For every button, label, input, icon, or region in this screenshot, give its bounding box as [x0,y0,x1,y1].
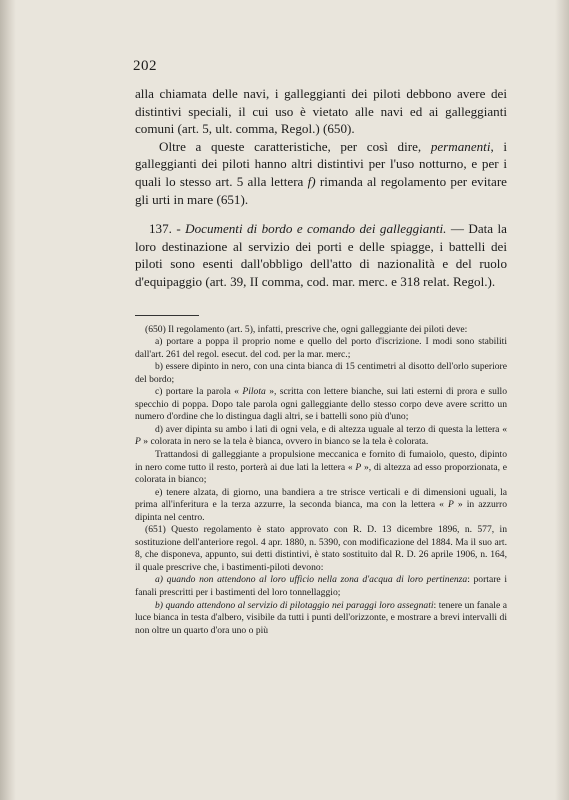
main-text [135,85,507,291]
section-text: — Data la loro destinazione al servizio dei porti e delle spiagge, i battelli dei piloti sono esenti dall'obbligo dell'atto di nazionalità e del ruolo d'equipaggio (art. 39, II comma, cod. mar. merc. e 318 relat. Regol.). [135,221,507,289]
footnote-item-d: d) aver dipinta su ambo i lati di ogni vela, e di altezza uguale al terzo di questa la lettera « P » colorata in nero se la tela è bianca, ovvero in bianco se la tela è colorata. [135,423,507,448]
footnote-651-item-b: b) quando attendono al servizio di pilotaggio nei paraggi loro assegnati: tenere un fanale a luce bianca in testa d'albero, visibile da tutti i punti dell'orizzonte, e mostrare a brevi intervalli di non oltre un quarto d'ora uno o più [135,599,507,636]
section-number: 137. [149,221,172,237]
footnote-651-item-a: a) quando non attendono al loro ufficio nella zona d'acqua di loro pertinenza: portare i fanali prescritti per i bastimenti del loro tonnellaggio; [135,574,507,599]
book-page [135,58,507,637]
paragraph-2: Oltre a queste caratteristiche, per così dire, permanenti, i galleggianti dei piloti hanno altri distintivi per l'uso notturno, e per i quali lo stesso art. 5 alla lettera f) rimanda al regolamento per evitare gli urti in mare (651). [135,138,508,207]
section-137 [135,220,507,290]
footnote-item-e: e) tenere alzata, di giorno, una bandiera a tre strisce verticali e di dimensioni uguali, la prima all'inferitura e la terza azzurre, la seconda bianca, ma con la lettera « P » in azzurro dipinta nel centro. [135,486,507,523]
page-number: 202 [133,58,157,74]
footnote-trattandosi: Trattandosi di galleggiante a propulsione meccanica e fornito di fumaiolo, questo, dipinto in nero come tutto il resto, porterà ai due lati la lettera « P », di altezza ad esso proporzionata, e colorata in bianco; [135,449,507,486]
footnote-651: (651) Questo regolamento è stato approvato con R. D. 13 dicembre 1896, n. 577, in sostituzione dell'anteriore regol. 4 apr. 1880, n. 5390, con modificazione del 1884. Ma il suo art. 8, che disponeva, appunto, sui detti distintivi, è stato sostituito dal R. D. 26 aprile 1906, n. 164, il quale prescrive che, i bastimenti-piloti devono: [135,524,507,573]
scan-edge-left [0,0,16,800]
scan-edge-right [555,0,569,800]
paragraph-1: alla chiamata delle navi, i galleggianti dei piloti debbono avere dei distintivi speciali, il cui uso è vietato alle navi ed ai galleggianti comuni (art. 5, ult. comma, Regol.) (650). [135,86,507,137]
footnote-divider [135,315,199,316]
footnote-item-a: a) portare a poppa il proprio nome e quello del porto d'iscrizione. I modi sono stabiliti dall'art. 261 del regol. esecut. del cod. per la mar. merc.; [135,336,507,360]
footnote-650: (650) Il regolamento (art. 5), infatti, prescrive che, ogni galleggiante dei piloti deve: [145,323,468,335]
footnotes [135,324,507,638]
footnote-item-c: c) portare la parola « Pilota », scritta con lettere bianche, sui lati esterni di prora e sullo specchio di poppa. Dopo tale parola ogni galleggiante dello stesso corpo deve avere scritto un numero d'ordine che lo distingua dagli altri, se i battelli sono più d'uno; [135,386,507,423]
section-title: - Documenti di bordo e comando dei galleggianti. [171,221,447,237]
footnote-item-b: b) essere dipinto in nero, con una cinta bianca di 15 centimetri al disotto dell'orlo superiore del bordo; [135,361,507,385]
